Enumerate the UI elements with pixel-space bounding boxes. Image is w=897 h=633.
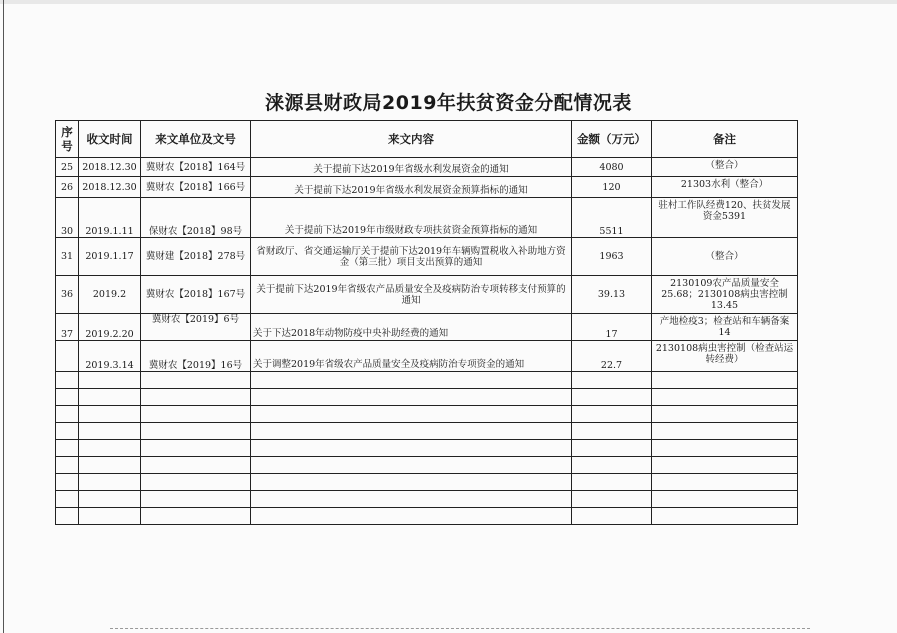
row-unit: 冀财农【2018】164号 xyxy=(141,158,251,177)
row-seq: 30 xyxy=(56,198,79,238)
row-unit: 冀财农【2019】16号 xyxy=(141,341,251,372)
row-date: 2019.2 xyxy=(79,276,141,314)
table-header-row xyxy=(56,121,798,158)
header-remark: 备注 xyxy=(652,121,798,158)
row-amount: 17 xyxy=(572,314,652,341)
row-seq: 25 xyxy=(56,158,79,177)
empty-row xyxy=(56,406,798,423)
row-amount: 4080 xyxy=(572,158,652,177)
row-unit: 冀财农【2018】167号 xyxy=(141,276,251,314)
row-remark: 21303水利（整合） xyxy=(652,177,798,198)
row-seq: 26 xyxy=(56,177,79,198)
row-content: 关于提前下达2019年市级财政专项扶贫资金预算指标的通知 xyxy=(251,198,572,238)
row-amount: 5511 xyxy=(572,198,652,238)
row-unit: 保财农【2018】98号 xyxy=(141,198,251,238)
row-content: 关于提前下达2019年省级水利发展资金预算指标的通知 xyxy=(251,177,572,198)
page-title: 涞源县财政局2019年扶贫资金分配情况表 xyxy=(265,92,632,114)
row-date: 2019.3.14 xyxy=(79,341,141,372)
row-remark: （整合） xyxy=(652,158,798,177)
empty-row xyxy=(56,474,798,491)
row-remark: 2130108病虫害控制（检查站运转经费） xyxy=(652,341,798,372)
header-seq: 序号 xyxy=(56,121,79,158)
empty-row xyxy=(56,423,798,440)
table-row xyxy=(56,238,798,276)
table-row xyxy=(56,198,798,238)
row-seq: 37 xyxy=(56,314,79,341)
row-amount: 120 xyxy=(572,177,652,198)
header-amount: 金额（万元） xyxy=(572,121,652,158)
row-date: 2018.12.30 xyxy=(79,177,141,198)
row-amount: 39.13 xyxy=(572,276,652,314)
row-amount: 22.7 xyxy=(572,341,652,372)
row-date: 2019.2.20 xyxy=(79,314,141,341)
row-date: 2018.12.30 xyxy=(79,158,141,177)
row-remark: 产地检疫3；检查站和车辆备案14 xyxy=(652,314,798,341)
row-remark: 2130109农产品质量安全25.68；2130108病虫害控制13.45 xyxy=(652,276,798,314)
row-unit: 冀财农【2018】166号 xyxy=(141,177,251,198)
table-row xyxy=(56,276,798,314)
empty-row xyxy=(56,457,798,474)
row-content: 关于提前下达2019年省级农产品质量安全及疫病防治专项转移支付预算的通知 xyxy=(251,276,572,314)
row-date: 2019.1.17 xyxy=(79,238,141,276)
row-seq: 31 xyxy=(56,238,79,276)
table-row xyxy=(56,314,798,341)
row-remark: （整合） xyxy=(652,238,798,276)
table-row xyxy=(56,158,798,177)
empty-row xyxy=(56,372,798,389)
row-content: 关于下达2018年动物防疫中央补助经费的通知 xyxy=(251,314,572,341)
empty-row xyxy=(56,440,798,457)
header-date: 收文时间 xyxy=(79,121,141,158)
row-date: 2019.1.11 xyxy=(79,198,141,238)
row-amount: 1963 xyxy=(572,238,652,276)
table-row xyxy=(56,177,798,198)
row-content: 关于提前下达2019年省级水利发展资金的通知 xyxy=(251,158,572,177)
row-unit: 冀财农【2019】6号 xyxy=(141,314,251,341)
row-remark: 驻村工作队经费120、扶贫发展资金5391 xyxy=(652,198,798,238)
allocation-table xyxy=(55,120,798,525)
scan-margin-top xyxy=(0,0,897,4)
header-content: 来文内容 xyxy=(251,121,572,158)
empty-row xyxy=(56,389,798,406)
header-unit: 来文单位及文号 xyxy=(141,121,251,158)
scan-artifact-line xyxy=(110,628,810,630)
empty-row xyxy=(56,508,798,525)
row-seq xyxy=(56,341,79,372)
row-content: 省财政厅、省交通运输厅关于提前下达2019年车辆购置税收入补助地方资金（第三批）项目支出预算的通知 xyxy=(251,238,572,276)
row-unit: 冀财建【2018】278号 xyxy=(141,238,251,276)
row-seq: 36 xyxy=(56,276,79,314)
row-content: 关于调整2019年省级农产品质量安全及疫病防治专项资金的通知 xyxy=(251,341,572,372)
table-row xyxy=(56,341,798,372)
empty-row xyxy=(56,491,798,508)
